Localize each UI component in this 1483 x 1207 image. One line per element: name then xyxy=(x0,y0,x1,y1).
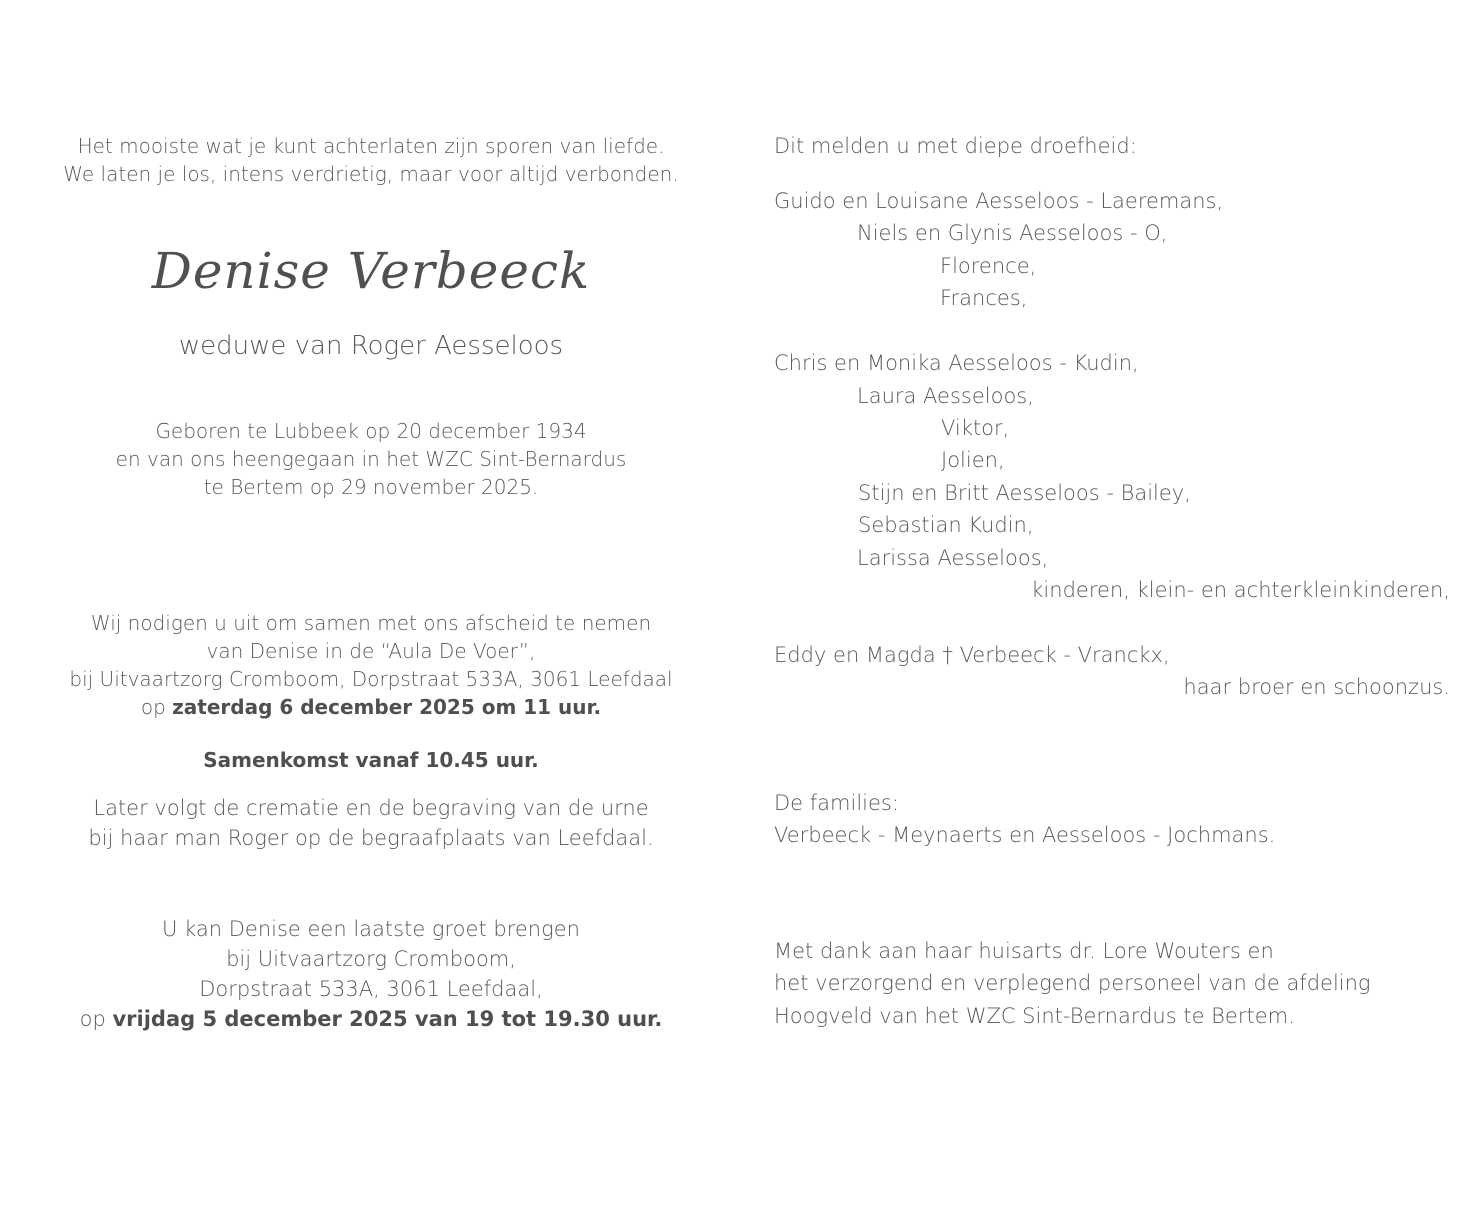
family-line: Larissa Aesseloos, xyxy=(857,546,1049,570)
intro-text: Dit melden u met diepe droefheid: xyxy=(774,134,1137,158)
invite-line-3: bij Uitvaartzorg Cromboom, Dorpstraat 533A, 3061 Leefdaal xyxy=(69,667,673,691)
visit-line-3: Dorpstraat 533A, 3061 Leefdaal, xyxy=(199,977,543,1001)
funeral-date: zaterdag 6 december 2025 om 11 uur. xyxy=(172,695,602,719)
invite-prefix: op xyxy=(140,695,166,719)
family-line: Viktor, xyxy=(941,416,1010,440)
family-line: Stijn en Britt Aesseloos - Bailey, xyxy=(858,481,1191,505)
gathering-text: Samenkomst vanaf 10.45 uur. xyxy=(203,748,539,772)
later-line-1: Later volgt de crematie en de begraving van de urne xyxy=(93,796,649,820)
visit-prefix: op xyxy=(79,1007,106,1031)
later-line-2: bij haar man Roger op de begraafplaats van Leefdaal. xyxy=(88,826,654,850)
visit-line-4 xyxy=(60,1007,682,1031)
quote-line-2: We laten je los, intens verdrietig, maar voor altijd verbonden. xyxy=(63,162,679,186)
family-line: Chris en Monika Aesseloos - Kudin, xyxy=(774,351,1139,375)
invite-line-4 xyxy=(60,695,682,719)
family-line: Sebastian Kudin, xyxy=(858,513,1034,537)
family-line: Eddy en Magda † Verbeeck - Vranckx, xyxy=(774,643,1170,667)
deceased-name: Denise Verbeeck xyxy=(151,242,591,300)
family-line: Frances, xyxy=(940,286,1028,310)
family-line: Jolien, xyxy=(941,448,1005,472)
family-line: Niels en Glynis Aesseloos - O, xyxy=(857,221,1168,245)
visit-date: vrijdag 5 december 2025 van 19 tot 19.30 uur. xyxy=(112,1007,663,1031)
widow-of: weduwe van Roger Aesseloos xyxy=(178,331,564,361)
family-role: kinderen, klein- en achterkleinkinderen, xyxy=(1031,578,1450,602)
thanks-line-1: Met dank aan haar huisarts dr. Lore Wouters en xyxy=(774,939,1274,963)
visit-line-2: bij Uitvaartzorg Cromboom, xyxy=(226,947,516,971)
family-line: Florence, xyxy=(940,254,1037,278)
quote-line-1: Het mooiste wat je kunt achterlaten zijn sporen van liefde. xyxy=(77,134,665,158)
families-names: Verbeeck - Meynaerts en Aesseloos - Jochmans. xyxy=(774,823,1276,847)
families-label: De families: xyxy=(774,791,899,815)
born-line-2: en van ons heengegaan in het WZC Sint-Bernardus xyxy=(115,447,627,471)
gathering-time xyxy=(60,748,682,772)
thanks-line-3: Hoogveld van het WZC Sint-Bernardus te Bertem. xyxy=(774,1004,1295,1028)
thanks-line-2: het verzorgend en verplegend personeel van de afdeling xyxy=(774,971,1371,995)
family-line: Guido en Louisane Aesseloos - Laeremans, xyxy=(774,189,1224,213)
born-line-1: Geboren te Lubbeek op 20 december 1934 xyxy=(155,419,587,443)
invite-line-1: Wij nodigen u uit om samen met ons afscheid te nemen xyxy=(90,611,652,635)
family-line: Laura Aesseloos, xyxy=(857,384,1034,408)
invite-line-2: van Denise in de “Aula De Voer”, xyxy=(206,639,536,663)
born-line-3: te Bertem op 29 november 2025. xyxy=(203,475,539,499)
family-role: haar broer en schoonzus. xyxy=(1183,675,1450,699)
visit-line-1: U kan Denise een laatste groet brengen xyxy=(162,917,580,941)
